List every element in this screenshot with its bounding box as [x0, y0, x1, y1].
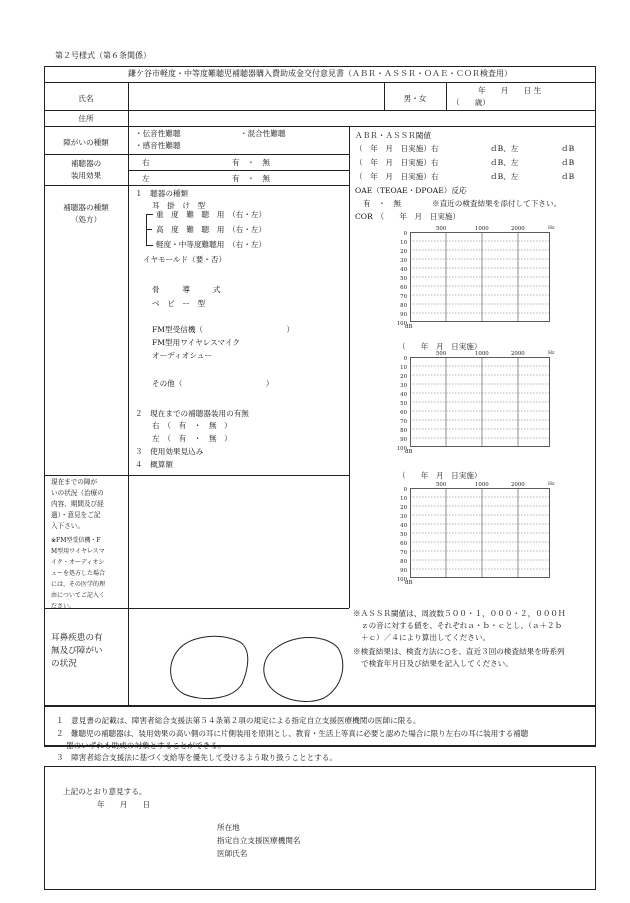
db-tick-20: 20 — [400, 374, 407, 380]
db-tick-60: 60 — [400, 285, 407, 291]
audiogram-3-date[interactable]: （ 年 月 日実施） — [398, 471, 482, 480]
db-tick-40: 40 — [400, 523, 407, 529]
signature-date[interactable]: 年 月 日 — [97, 800, 151, 809]
form-title: 鎌ケ谷市軽度・中等度難聴児補聴器購入費助成金交付意見書（ＡＢＲ・ＡＳＳＲ・ＯＡＥ・ＣＯＲ検査用） — [128, 69, 512, 78]
abr-row-1-right[interactable]: ｄB、左 — [490, 144, 519, 153]
effect-left-label: 左 — [142, 174, 150, 183]
age-field[interactable]: （ 歳） — [452, 98, 490, 107]
history-note-7: ださい。 — [51, 603, 76, 610]
freq-500: 500 — [436, 351, 447, 357]
ear-disease-label-1: 耳鼻疾患の有 — [51, 633, 103, 643]
history-note-5: には、その医学的理 — [51, 581, 106, 588]
effect-label-2: 装用効果 — [70, 171, 102, 180]
abr-row-3-left[interactable]: ｄB — [561, 172, 575, 181]
name-label: 氏名 — [78, 94, 94, 103]
db-tick-20: 20 — [400, 505, 407, 511]
aid-fm-mic[interactable]: FM型用ワイヤレスマイク — [152, 338, 240, 347]
db-tick-90: 90 — [400, 312, 407, 318]
history-label-4: 過）・意見をご記 — [51, 511, 101, 519]
signature-doctor[interactable]: 医師氏名 — [217, 849, 248, 858]
cor-label[interactable]: COR （ 年 月 日実施） — [355, 212, 461, 221]
audiogram-3 — [380, 482, 570, 594]
history-label-2: いの状況（治療の — [51, 489, 104, 497]
db-label: dB — [405, 324, 413, 330]
freq-1000: 1000 — [475, 351, 489, 357]
db-tick-100: 100 — [396, 321, 407, 327]
db-tick-90: 90 — [400, 437, 407, 443]
audiogram-grid[interactable] — [410, 232, 550, 322]
db-tick-30: 30 — [400, 514, 407, 520]
audiogram-1 — [380, 226, 570, 338]
db-tick-80: 80 — [400, 303, 407, 309]
hz-label: Hz — [548, 351, 555, 356]
db-tick-0: 0 — [403, 356, 407, 362]
address-label: 住所 — [78, 114, 94, 123]
db-tick-40: 40 — [400, 392, 407, 398]
history-label-1: 現在までの障が — [51, 478, 98, 486]
db-tick-40: 40 — [400, 267, 407, 273]
db-tick-60: 60 — [400, 410, 407, 416]
aid-profound[interactable]: 高 度 難 聴 用 （右・左） — [156, 225, 267, 234]
db-tick-80: 80 — [400, 559, 407, 565]
hz-label: Hz — [548, 482, 555, 487]
aid-estimated-cost[interactable]: ４ 概算額 — [135, 460, 173, 469]
aid-other[interactable]: その他（ ） — [152, 379, 274, 388]
aid-type-label-2: （処方） — [70, 215, 102, 224]
disability-label: 障がいの種類 — [63, 138, 109, 147]
ear-disease-label-3: の状況 — [51, 659, 77, 669]
disability-option-sensorineural[interactable]: ・感音性難聴 — [135, 141, 181, 150]
right-ear-outline — [171, 636, 248, 698]
signature-institution[interactable]: 指定自立支援医療機関名 — [217, 836, 301, 845]
effect-left-yn[interactable]: 有 ・ 無 — [232, 174, 270, 183]
aid-history-heading: ２ 現在までの補聴器装用の有無 — [135, 409, 249, 418]
db-scale — [389, 356, 407, 452]
aid-bone-conduction[interactable]: 骨 導 式 — [152, 285, 221, 294]
footnote-3: ３ 障害者総合支援法に基づく支給等を優先して受けるよう取り扱うこととする。 — [56, 753, 337, 762]
db-tick-100: 100 — [396, 577, 407, 583]
effect-label-1: 補聴器の — [70, 159, 102, 168]
freq-2000: 2000 — [511, 226, 525, 232]
aid-audio-shoe[interactable]: オーディオシュー — [152, 351, 212, 360]
abr-row-3-right[interactable]: ｄB、左 — [490, 172, 519, 181]
aid-bracket — [146, 214, 153, 246]
disability-option-conductive[interactable]: ・伝音性難聴 — [135, 129, 181, 138]
db-tick-30: 30 — [400, 258, 407, 264]
footnote-2-cont: 器のいずれも助成の対象とすることができる。 — [66, 741, 226, 750]
abr-title: ＡＢＲ・ＡＳＳＲ閾値 — [355, 131, 431, 140]
audiogram-grid[interactable] — [410, 488, 550, 578]
aid-history-right[interactable]: 右 （ 有 ・ 無 ） — [152, 421, 232, 430]
aid-history-left[interactable]: 左 （ 有 ・ 無 ） — [152, 434, 232, 443]
history-label-5: 入下さい。 — [51, 522, 84, 530]
effect-right-label: 右 — [142, 158, 150, 167]
db-tick-70: 70 — [400, 419, 407, 425]
aid-behind-ear[interactable]: 耳 掛 け 型 — [152, 201, 206, 210]
aid-severe[interactable]: 重 度 難 聴 用 （右・左） — [156, 210, 267, 219]
abr-row-2-right[interactable]: ｄB、左 — [490, 158, 519, 167]
db-tick-0: 0 — [403, 487, 407, 493]
note-5: で検査年月日及び結果を記入してください。 — [361, 659, 513, 668]
hz-label: Hz — [548, 226, 555, 231]
freq-2000: 2000 — [511, 351, 525, 357]
note-4: ※検査結果は、検査方法に○を、直近３回の検査結果を時系列 — [353, 647, 565, 656]
form-number: 第２号様式（第６条関係） — [55, 51, 151, 60]
footnote-1: １ 意見書の記載は、障害者総合支援法第５４条第２項の規定による指定自立支援医療機関の医師に限る。 — [56, 716, 421, 725]
sex-field[interactable]: 男・女 — [403, 94, 427, 103]
db-tick-10: 10 — [400, 496, 407, 502]
db-tick-10: 10 — [400, 240, 407, 246]
note-3: ＋ｃ）／４により算出してください。 — [361, 633, 491, 642]
db-tick-10: 10 — [400, 365, 407, 371]
freq-2000: 2000 — [511, 482, 525, 488]
abr-row-1-left[interactable]: ｄB — [561, 144, 575, 153]
db-tick-60: 60 — [400, 541, 407, 547]
note-1: ※ＡＳＳＲ閾値は、周波数５００・１，０００・２，０００Ｈ — [353, 609, 566, 618]
abr-row-1-date[interactable]: （ 年 月 日実施）右 — [355, 144, 439, 153]
footnote-2: ２ 難聴児の補聴器は、装用効果の高い側の耳に片側装用を原則とし、教育・生活上等真に必要と認めた場合に限り左右の耳に装用する補聴 — [56, 729, 529, 738]
ear-diagram — [160, 628, 350, 704]
db-tick-50: 50 — [400, 532, 407, 538]
signature-statement: 上記のとおり意見する。 — [63, 787, 147, 796]
db-tick-0: 0 — [403, 231, 407, 237]
db-scale — [389, 231, 407, 327]
history-note-1: ※FM型受信機・F — [51, 537, 101, 544]
abr-row-3-date[interactable]: （ 年 月 日実施）右 — [355, 172, 439, 181]
db-tick-100: 100 — [396, 446, 407, 452]
db-tick-70: 70 — [400, 550, 407, 556]
history-note-6: 由についてご記入く — [51, 592, 105, 599]
freq-500: 500 — [436, 482, 447, 488]
oae-yn[interactable]: 有 ・ 無 — [363, 199, 401, 208]
db-label: dB — [405, 449, 413, 455]
oae-note: ※直近の検査結果を添付して下さい。 — [432, 199, 562, 208]
signature-box — [44, 766, 596, 890]
signature-address[interactable]: 所在地 — [217, 823, 240, 832]
disability-option-mixed[interactable]: ・混合性難聴 — [240, 129, 286, 138]
audiogram-2 — [380, 351, 570, 463]
history-note-3: イク・オーディオシ — [51, 559, 105, 566]
freq-1000: 1000 — [475, 482, 489, 488]
db-tick-30: 30 — [400, 383, 407, 389]
abr-row-2-left[interactable]: ｄB — [561, 158, 575, 167]
history-note-4: ューを処方した場合 — [51, 570, 106, 577]
freq-1000: 1000 — [475, 226, 489, 232]
ear-disease-label-2: 無及び障がい — [51, 646, 103, 656]
db-tick-70: 70 — [400, 294, 407, 300]
oae-title: OAE（TEOAE・DPOAE）反応 — [355, 186, 467, 195]
abr-row-2-date[interactable]: （ 年 月 日実施）右 — [355, 158, 439, 167]
freq-500: 500 — [436, 226, 447, 232]
left-ear-outline — [264, 638, 343, 702]
aid-fm-receiver[interactable]: FM型受信機（ ） — [152, 325, 295, 334]
history-note-2: M型用ワイヤレスマ — [51, 548, 105, 555]
db-tick-20: 20 — [400, 249, 407, 255]
birthdate-field[interactable]: 年 月 日 生 — [478, 86, 542, 95]
aid-earmold[interactable]: イヤモールド（要・否） — [143, 255, 227, 264]
db-label: dB — [405, 580, 413, 586]
db-scale — [389, 487, 407, 583]
aid-type-label-1: 補聴器の種類 — [63, 203, 109, 212]
db-tick-80: 80 — [400, 428, 407, 434]
history-label-3: 内容、期間及び経 — [51, 500, 104, 508]
db-tick-50: 50 — [400, 401, 407, 407]
aid-mild-moderate[interactable]: 軽度・中等度難聴用 （右・左） — [156, 240, 267, 249]
aid-expected-effect[interactable]: ３ 使用効果見込み — [135, 447, 204, 456]
audiogram-grid[interactable] — [410, 357, 550, 447]
aid-type-heading: １ 聴器の種類 — [135, 189, 189, 198]
db-tick-90: 90 — [400, 568, 407, 574]
effect-right-yn[interactable]: 有 ・ 無 — [232, 158, 270, 167]
aid-baby[interactable]: ベ ビ ー 型 — [152, 299, 206, 308]
db-tick-50: 50 — [400, 276, 407, 282]
audiogram-2-date[interactable]: （ 年 月 日実施） — [398, 342, 482, 351]
note-2: ｚの音に対する値を、それぞれａ・ｂ・ｃとし、（ａ＋２ｂ — [361, 621, 563, 630]
